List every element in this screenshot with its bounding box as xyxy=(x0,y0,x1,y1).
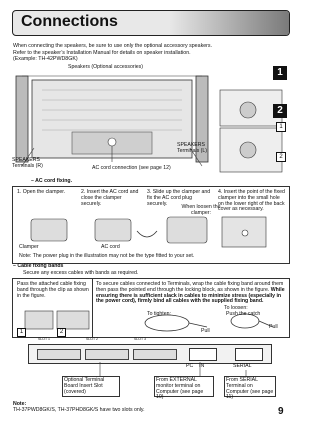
page-number: 9 xyxy=(278,406,284,417)
ac-step-1 xyxy=(17,190,77,196)
intro-line-3: (Example: TH-42PWD8GK) xyxy=(13,56,78,63)
slot-2-label: SLOT 2 xyxy=(86,337,98,341)
ac-note: Note: The power plug in the illustration may not be the type fitted to your set. xyxy=(19,253,195,259)
push-catch-label: Push the catch xyxy=(226,311,261,317)
header-gradient xyxy=(169,11,289,35)
slot-3-label: SLOT 3 xyxy=(134,337,146,341)
ac-step-4-text: Insert the point of the fixed clamper into the small hole on the lower right of the back cover as necessary. xyxy=(218,189,285,213)
pc-label: PC xyxy=(186,363,194,369)
ac-step-4 xyxy=(218,190,286,213)
pull-label-2: Pull xyxy=(269,324,278,330)
footer-note-text: TH-37PWD8GK/S, TH-37PHD8GK/S have two slots only. xyxy=(13,407,145,413)
ac-step-3-num: 3. xyxy=(147,189,152,195)
speakers-terminals-l: SPEAKERS Terminals (L) xyxy=(177,142,207,154)
pull-label: Pull xyxy=(201,328,210,334)
to-tighten-label: To tighten: xyxy=(147,311,171,317)
ac-fixing-title: – AC cord fixing. xyxy=(31,178,73,184)
in-label: IN xyxy=(199,363,205,369)
sub-badge-2: 2 xyxy=(276,152,286,162)
ac-connection-label: AC cord connection (see page 12) xyxy=(92,165,171,171)
page-header xyxy=(12,10,290,36)
to-loosen-label: To loosen: xyxy=(224,305,248,311)
intro-line-1: When connecting the speakers, be sure to use only the optional accessory speakers. xyxy=(13,43,213,49)
cable-num-1: 1 xyxy=(17,328,26,337)
cable-num-2: 2 xyxy=(57,328,66,337)
ac-step-1-text: Open the clamper. xyxy=(22,189,66,195)
cable-right-text xyxy=(96,282,286,305)
cable-bands-box xyxy=(12,278,290,338)
step-badge-1: 1 xyxy=(273,66,287,80)
serial-callout: From SERIAL Terminal on Computer (see page 11) xyxy=(224,376,276,397)
cable-right-bold: While ensuring there is sufficient slack in cables to minimize stress (especially in the power cord), firmly bind all cables with the supplied fixing band. xyxy=(96,286,285,305)
pc-in-connector xyxy=(189,348,217,361)
ac-fixing-illustration xyxy=(17,213,282,251)
intro-line-2: Refer to the speaker’s Installation Manual for details on speaker installation. xyxy=(13,49,191,56)
slot-1 xyxy=(37,349,81,360)
footer-note-title: Note: xyxy=(13,401,27,407)
sub-badge-1: 1 xyxy=(276,122,286,132)
serial-connector xyxy=(235,348,263,361)
ac-step-4-num: 4. xyxy=(218,189,223,195)
slot-3 xyxy=(133,349,177,360)
ac-fixing-box xyxy=(12,186,290,264)
speakers-terminals-r: SPEAKERS Terminals (R) xyxy=(12,157,43,169)
step-badge-2: 2 xyxy=(273,104,287,118)
terminal-panel xyxy=(28,344,272,364)
serial-label: SERIAL xyxy=(233,363,252,369)
intro-text xyxy=(13,43,293,63)
ac-step-2-num: 2. xyxy=(81,189,86,195)
ac-step-3-text: Slide up the clamper and fix the AC cord plug securely. xyxy=(147,189,211,207)
cable-bands-title: – Cable fixing bands xyxy=(13,263,64,269)
speakers-label: Speakers (Optional accessories) xyxy=(68,64,143,70)
slot-2 xyxy=(85,349,129,360)
ac-cord-label: AC cord xyxy=(101,244,120,250)
cable-right-normal: To secure cables connected to Terminals, wrap the cable fixing band around them then pass the pointed end through the locking block, as shown in the figure. xyxy=(96,281,284,293)
clamper-label: Clamper xyxy=(19,244,39,250)
cable-left-text: Pass the attached cable fixing band through the clip as shown in the figure. xyxy=(17,281,89,299)
ac-step-2-text: Insert the AC cord and close the clamper securely. xyxy=(81,189,139,207)
back-panel-diagram xyxy=(12,70,288,178)
when-loosen-label: When loosen the clamper: xyxy=(181,204,221,216)
page-title: Connections xyxy=(21,13,118,30)
slot-1-label: SLOT 1 xyxy=(38,337,50,341)
ac-step-1-num: 1. xyxy=(17,189,22,195)
ac-step-2 xyxy=(81,190,141,207)
external-callout: From EXTERNAL monitor terminal on Computer (see page 10) xyxy=(154,376,214,397)
cable-bands-subtitle: Secure any excess cables with bands as required. xyxy=(23,270,139,276)
optional-slot-callout: Optional Terminal Board Insert Slot (covered) xyxy=(62,376,120,397)
